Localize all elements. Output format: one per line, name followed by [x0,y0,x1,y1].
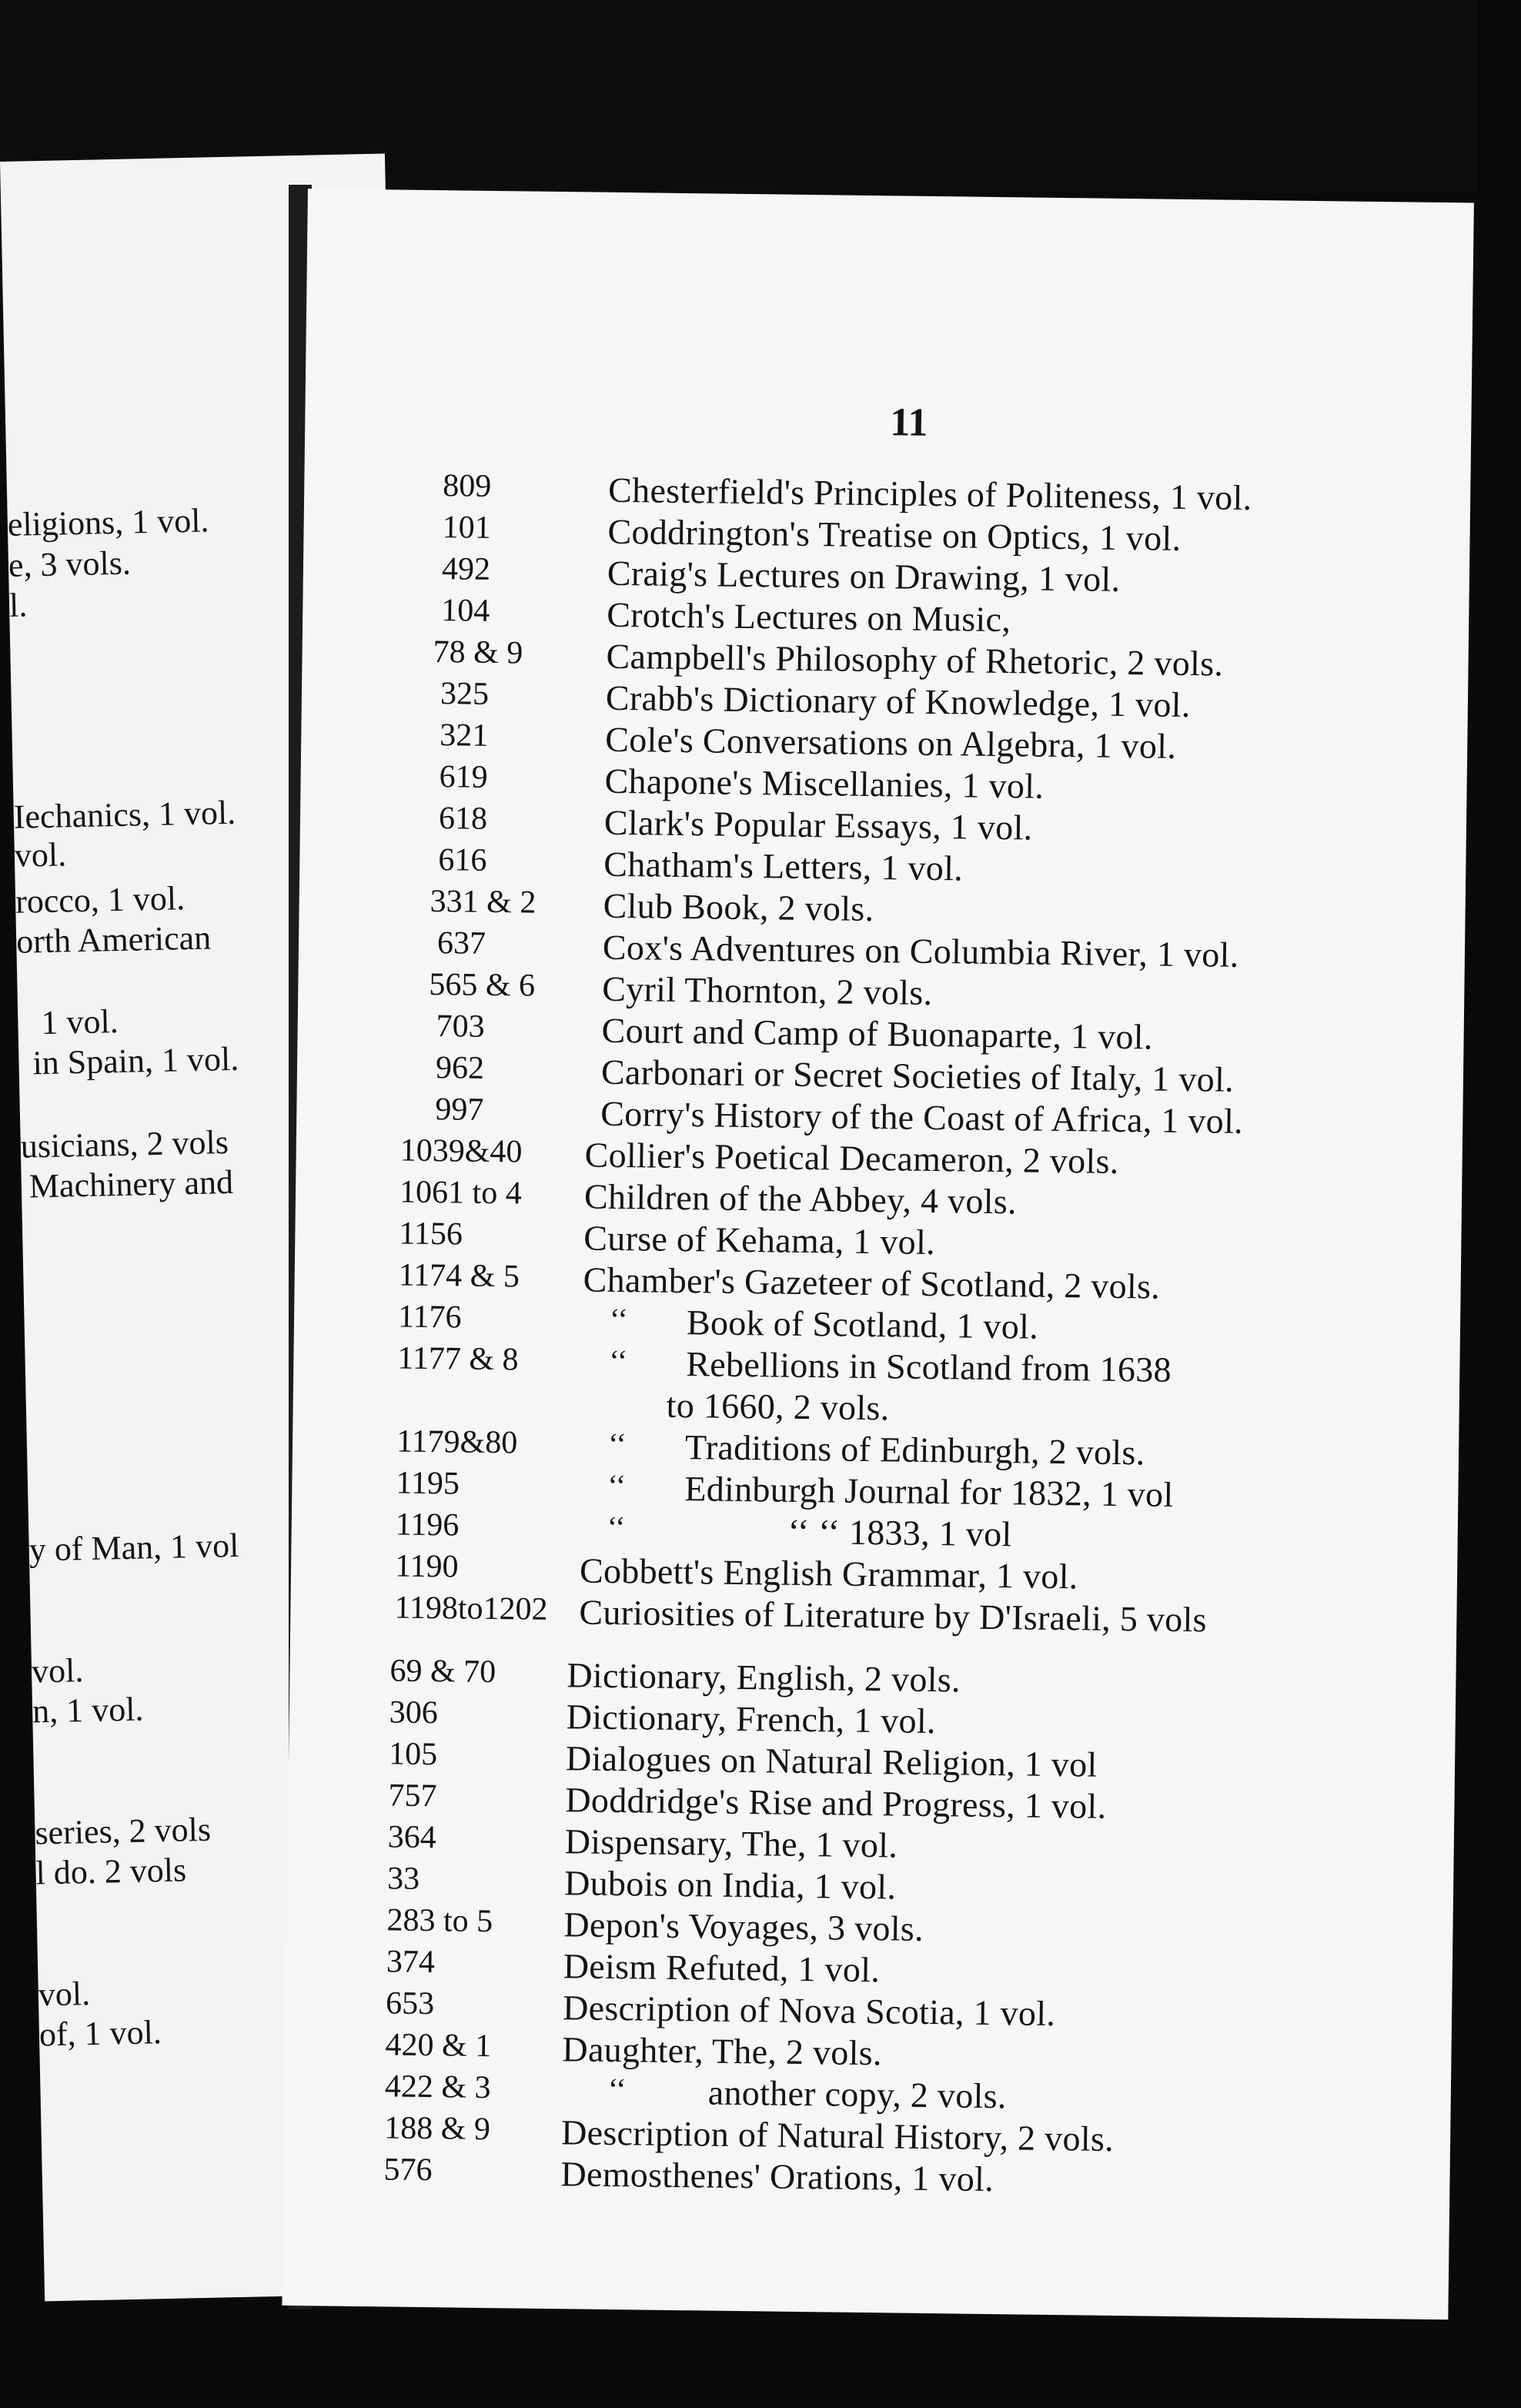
left-line: eligions, 1 vol. [7,501,209,543]
left-line: rocco, 1 vol. [15,879,186,921]
catalog-title: Craig's Lectures on Drawing, 1 vol. [607,553,1121,599]
catalog-number: 618 [438,801,488,837]
catalog-number: 637 [436,925,486,962]
left-line: n, 1 vol. [32,1690,144,1731]
ditto-mark: ‘‘ [607,1509,626,1545]
catalog-number: 997 [435,1092,484,1128]
left-line: vol. [31,1651,84,1691]
catalog-title: Curiosities of Literature by D'Israeli, 5 vols [579,1592,1208,1640]
catalog-title: to 1660, 2 vols. [666,1385,890,1428]
catalog-title: Cobbett's English Grammar, 1 vol. [579,1550,1078,1597]
catalog-title: Cyril Thornton, 2 vols. [602,968,933,1012]
catalog-number: 653 [385,1985,435,2022]
catalog-title: Chatham's Letters, 1 vol. [603,844,964,888]
catalog-title: Carbonari or Secret Societies of Italy, 1 vol. [600,1052,1235,1099]
catalog-number: 420 & 1 [385,2027,492,2065]
catalog-number: 188 & 9 [383,2110,491,2148]
ditto-mark: ‘‘ [607,1467,627,1503]
catalog-number: 331 & 2 [430,884,537,921]
catalog-number: 1196 [395,1507,460,1543]
ditto-mark: ‘‘ [609,1343,628,1379]
catalog-title: Campbell's Philosophy of Rhetoric, 2 vols. [606,636,1224,684]
catalog-title: Corry's History of the Coast of Africa, 1 vol. [600,1093,1244,1141]
catalog-title: Children of the Abbey, 4 vols. [583,1176,1018,1222]
catalog-number: 565 & 6 [429,967,536,1004]
left-line: vol. [38,1975,91,2014]
catalog-number: 306 [389,1694,439,1731]
catalog-number: 325 [440,676,490,712]
left-line: l do. 2 vols [35,1851,187,1892]
catalog-title: Dubois on India, 1 vol. [563,1863,897,1907]
left-line: l. [8,586,28,624]
catalog-number: 69 & 70 [389,1653,496,1691]
catalog-title: Traditions of Edinburgh, 2 vols. [684,1427,1145,1473]
catalog-title: Dispensary, The, 1 vol. [564,1821,898,1865]
catalog-number: 616 [438,842,487,878]
catalog-title: Doddridge's Rise and Progress, 1 vol. [565,1780,1107,1826]
catalog-title: Description of Natural History, 2 vols. [560,2112,1115,2159]
catalog-title: Rebellions in Scotland from 1638 [686,1344,1172,1390]
catalog-number: 1174 & 5 [398,1257,520,1295]
catalog-title: ‘‘ ‘‘ 1833, 1 vol [787,1511,1012,1554]
catalog-number: 1190 [394,1548,459,1585]
catalog-number: 1156 [399,1216,463,1252]
right-page [282,189,1473,2319]
catalog-title: Collier's Poetical Decameron, 2 vols. [584,1135,1119,1181]
left-line: 1 vol. [40,1002,119,1042]
catalog-number: 1039&40 [399,1132,523,1170]
catalog-number: 105 [388,1736,438,1773]
catalog-number: 703 [436,1008,485,1045]
catalog-number: 1176 [397,1299,462,1336]
catalog-number: 1198to1202 [394,1590,548,1627]
catalog-title: Deism Refuted, 1 vol. [563,1946,881,1990]
catalog-number: 364 [387,1819,437,1856]
catalog-number: 1195 [396,1465,460,1502]
catalog-number: 576 [383,2152,433,2189]
left-line: Iechanics, 1 vol. [13,793,236,836]
catalog-title: Chapone's Miscellanies, 1 vol. [604,761,1045,806]
catalog-number: 492 [441,551,491,587]
left-line: orth American [15,918,212,961]
catalog-number: 809 [443,468,492,504]
catalog-title: Cox's Adventures on Columbia River, 1 vol. [602,927,1239,975]
catalog-title: Dialogues on Natural Religion, 1 vol [565,1738,1098,1784]
catalog-title: Edinburgh Journal for 1832, 1 vol [684,1469,1174,1514]
catalog-title: Description of Nova Scotia, 1 vol. [562,1988,1056,2034]
catalog-title: Coddrington's Treatise on Optics, 1 vol. [607,511,1182,558]
catalog-number: 757 [388,1778,437,1814]
catalog-number: 283 to 5 [386,1902,493,1940]
catalog-number: 33 [386,1861,420,1897]
left-line: in Spain, 1 vol. [32,1039,239,1082]
catalog-title: Chamber's Gazeteer of Scotland, 2 vols. [583,1259,1161,1306]
catalog-number: 1177 & 8 [397,1340,519,1378]
ditto-mark: ‘‘ [607,2071,627,2107]
catalog-title: Club Book, 2 vols. [603,885,874,929]
catalog-title: Cole's Conversations on Algebra, 1 vol. [604,719,1177,766]
left-line: vol. [14,835,67,875]
catalog-title: Clark's Popular Essays, 1 vol. [603,802,1033,848]
catalog-number: 321 [440,717,489,754]
catalog-number: 962 [435,1050,485,1086]
catalog-title: Dictionary, French, 1 vol. [566,1697,937,1741]
catalog-title: Depon's Voyages, 3 vols. [563,1905,924,1948]
catalog-title: Curse of Kehama, 1 vol. [583,1218,936,1263]
catalog-title: Dictionary, English, 2 vols. [567,1655,961,1700]
catalog-number: 422 & 3 [384,2069,491,2106]
left-line: of, 1 vol. [38,2013,162,2054]
catalog-title: Daughter, The, 2 vols. [562,2029,883,2073]
ditto-mark: ‘‘ [609,1301,629,1337]
left-line: y of Man, 1 vol [28,1526,239,1569]
catalog-number: 78 & 9 [433,634,523,671]
left-line: series, 2 vols [34,1810,212,1852]
scan-edge [1478,0,1521,2408]
catalog-title: Crotch's Lectures on Music, [606,594,1011,640]
catalog-title: another copy, 2 vols. [707,2072,1007,2116]
catalog-number: 101 [442,510,491,546]
catalog-title: Chesterfield's Principles of Politeness, 1 vol. [607,470,1252,518]
ditto-mark: ‘‘ [607,1426,627,1462]
catalog-title: Demosthenes' Orations, 1 vol. [560,2154,994,2199]
left-line: Machinery and [28,1162,234,1206]
catalog-number: 619 [439,759,488,795]
catalog-number: 374 [386,1944,436,1981]
left-line: usicians, 2 vols [20,1123,229,1166]
catalog-number: 1179&80 [396,1423,518,1461]
catalog-number: 104 [441,593,490,629]
page-number: 11 [889,400,928,445]
catalog-title: Crabb's Dictionary of Knowledge, 1 vol. [605,677,1191,725]
catalog-title: Court and Camp of Buonaparte, 1 vol. [601,1010,1153,1057]
catalog-title: Book of Scotland, 1 vol. [686,1303,1039,1346]
catalog-number: 1061 to 4 [399,1174,523,1212]
left-line: e, 3 vols. [8,543,132,584]
